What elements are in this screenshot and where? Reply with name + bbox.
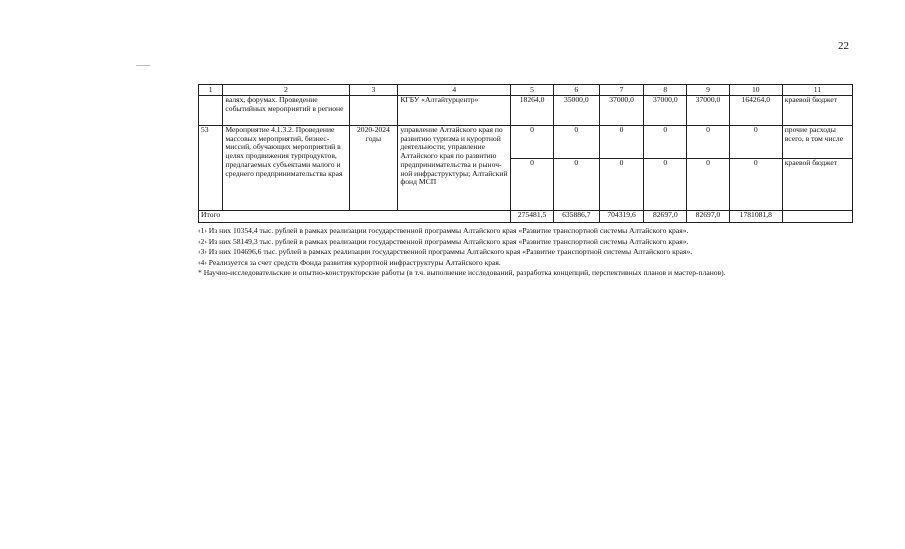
total-label: Итого [199, 211, 511, 223]
scan-mark [136, 65, 150, 66]
value-cell: 0 [553, 126, 599, 159]
column-number: 7 [599, 85, 644, 96]
value-cell: 0 [729, 159, 782, 211]
footnote: ‹1› Из них 10354,4 тыс. рублей в рамках реализации государственной программы Алтайского края «Развитие транспортной системы Алтайского края». [198, 226, 689, 235]
funding-source-cell [782, 211, 852, 223]
footnotes [198, 226, 878, 279]
total-value-cell: 635886,7 [553, 211, 599, 223]
footnote: * Научно-исследовательские и опытно-конструкторские работы (в т.ч. выполнение исследований, разработка концепций, перспективных планов и мастер-планов). [198, 268, 726, 278]
value-cell: 0 [553, 159, 599, 211]
period-cell [349, 96, 398, 126]
column-number: 5 [511, 85, 554, 96]
value-cell: 0 [511, 126, 554, 159]
total-value-cell: 275481,5 [511, 211, 554, 223]
column-number: 3 [349, 85, 398, 96]
executor-cell: КГБУ «Алтайтурцентр» [398, 96, 511, 126]
funding-source-cell: краевой бюджет [782, 159, 852, 211]
total-value-cell: 82697,0 [687, 211, 730, 223]
column-number: 9 [687, 85, 730, 96]
period-cell: 2020-2024 годы [349, 126, 398, 211]
column-number: 8 [644, 85, 687, 96]
total-value-cell: 1781081,8 [729, 211, 782, 223]
value-cell: 0 [687, 159, 730, 211]
column-number: 4 [398, 85, 511, 96]
total-value-cell: 704319,6 [599, 211, 644, 223]
budget-table [198, 84, 853, 223]
column-number: 2 [223, 85, 349, 96]
column-number-row [199, 85, 853, 96]
value-cell: 37000,0 [687, 96, 730, 126]
executor-cell: управление Алтайского края по развитию туризма и курортной деятельности; управление Алтайского края по развитию предпринимательства и рыночной инфраструктуры; Алтайский фонд МСП [398, 126, 511, 211]
value-cell: 0 [644, 126, 687, 159]
table-row [199, 126, 853, 159]
row-number-cell: 53 [199, 126, 223, 211]
value-cell: 37000,0 [644, 96, 687, 126]
footnote: ‹2› Из них 58149,3 тыс. рублей в рамках реализации государственной программы Алтайского края «Развитие транспортной системы Алтайского края». [198, 236, 689, 246]
value-cell: 0 [644, 159, 687, 211]
footnote: ‹4› Реализуется за счет средств Фонда развития курортной инфраструктуры Алтайского края. [198, 257, 501, 267]
value-cell: 18264,0 [511, 96, 554, 126]
column-number: 10 [729, 85, 782, 96]
event-name-cell: Мероприятие 4.1.3.2. Проведение массовых мероприятий, бизнес-миссий, обучающих мероприятий в целях продвижения турпродуктов, предлагаемых субъектами малого и среднего предпринимательства края [223, 126, 349, 211]
total-value-cell: 82697,0 [644, 211, 687, 223]
value-cell: 0 [729, 126, 782, 159]
value-cell: 0 [687, 126, 730, 159]
footnote: ‹3› Из них 104696,6 тыс. рублей в рамках реализации государственной программы Алтайского края «Развитие транспортной системы Алтайского края». [198, 247, 693, 257]
column-number: 1 [199, 85, 223, 96]
value-cell: 164264,0 [729, 96, 782, 126]
value-cell: 0 [511, 159, 554, 211]
page-number: 22 [838, 40, 849, 52]
funding-source-cell: прочие расходы всего, в том числе [782, 126, 852, 159]
value-cell: 35000,0 [553, 96, 599, 126]
column-number: 6 [553, 85, 599, 96]
row-number-cell [199, 96, 223, 126]
table-row [199, 96, 853, 126]
column-number: 11 [782, 85, 852, 96]
value-cell: 0 [599, 159, 644, 211]
total-row [199, 211, 853, 223]
event-name-cell: валях, форумах. Проведение событийных мероприятий в регионе [223, 96, 349, 126]
value-cell: 0 [599, 126, 644, 159]
funding-source-cell: краевой бюджет [782, 96, 852, 126]
value-cell: 37000,0 [599, 96, 644, 126]
